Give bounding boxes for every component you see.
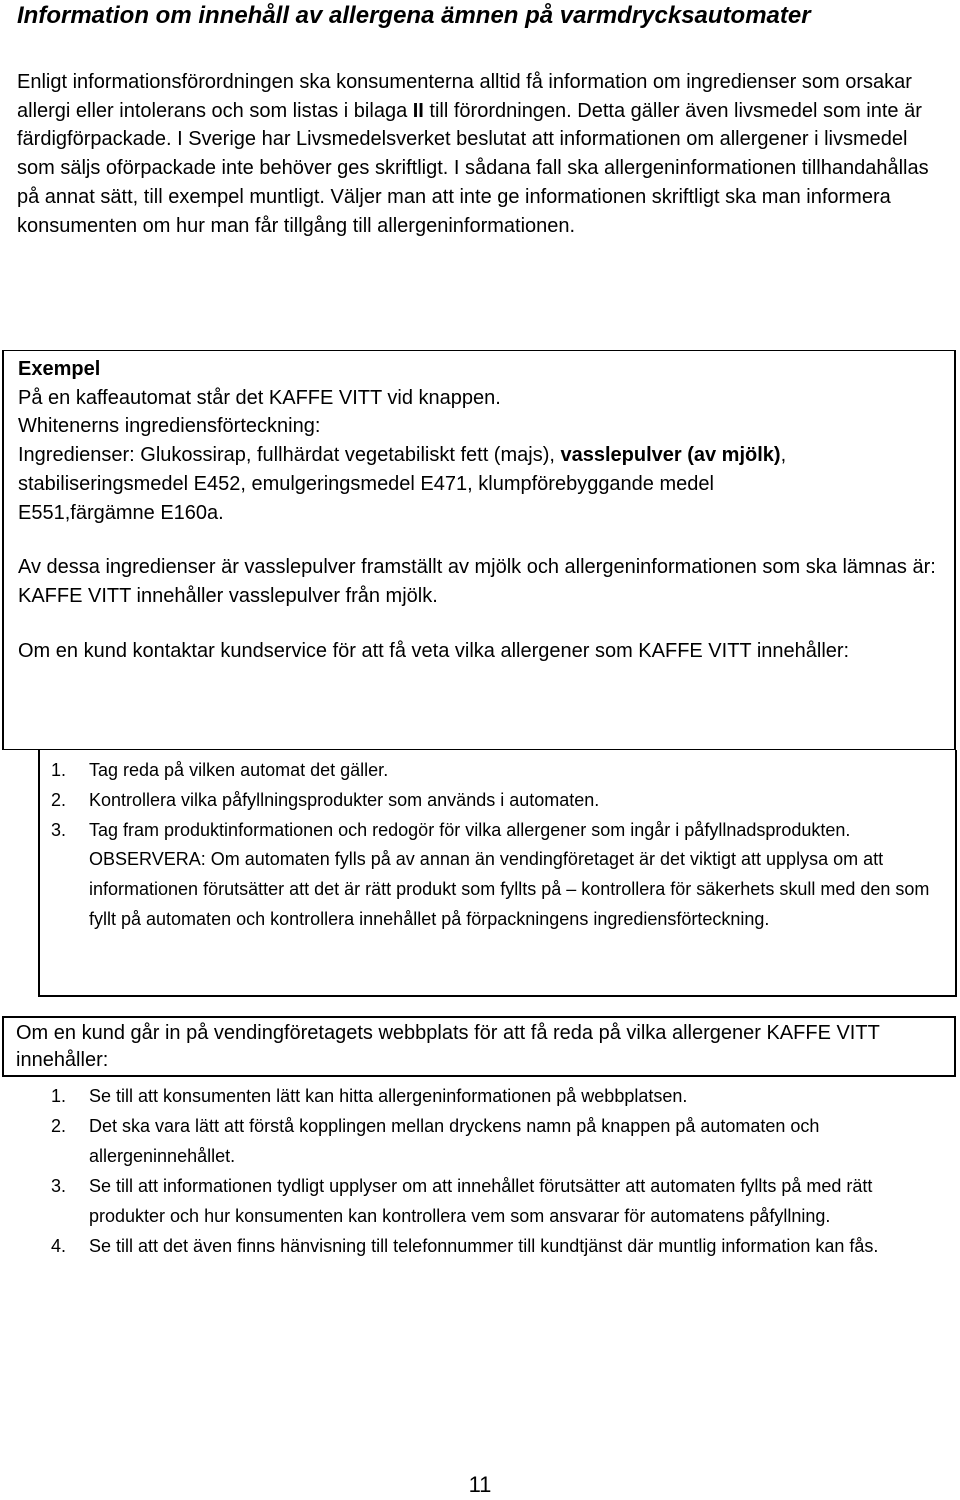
list-item: 4. Se till att det även finns hänvisning till telefonnummer till kundtjänst där muntlig information kan fås. bbox=[51, 1236, 879, 1256]
list-item: 2. Kontrollera vilka påfyllningsprodukter som används i automaten. bbox=[51, 789, 600, 810]
page-heading: Information om innehåll av allergena ämnen på varmdrycksautomater bbox=[17, 2, 811, 29]
web-steps bbox=[51, 1081, 931, 1261]
intro-text-part2: till förordningen. Detta gäller även livsmedel som inte är färdigförpackade. I Sverige har Livsmedelsverket beslutat att informationen om allergener i livsmedel som säljs oförpackade inte behöver ges skriftligt. I sådana fall ska allergeninformationen tillhandahållas på annat sätt, till exempel muntligt. Väljer man att inte ge informationen skriftligt ska man informera konsumenten om hur man får tillgång till allergeninformationen. bbox=[17, 99, 929, 237]
example-paragraph-3: Om en kund kontaktar kundservice för att få veta vilka allergener som KAFFE VITT innehåller: bbox=[18, 639, 850, 662]
intro-paragraph bbox=[17, 68, 937, 240]
ingredients-pre: Ingredienser: Glukossirap, fullhärdat vegetabiliskt fett (majs), bbox=[18, 444, 561, 467]
ingredients-post: , stabiliseringsmedel E452, emulgeringsmedel E471, klumpförebyggande medel bbox=[18, 444, 787, 495]
list-item: 1. Tag reda på vilken automat det gäller. bbox=[51, 760, 389, 780]
example-line-2: Whitenerns ingrediensförteckning: bbox=[18, 415, 321, 438]
ingredients-last: E551,färgämne E160a. bbox=[18, 501, 224, 524]
page-number: 11 bbox=[468, 1472, 492, 1497]
intro-text-part1: Enligt informationsförordningen ska konsumenterna alltid få information om ingredienser som orsakar allergi eller intolerans och som listas i bilaga bbox=[17, 71, 912, 122]
web-box-text: Om en kund går in på vendingföretagets webbplats för att få reda på vilka allergener KAFFE VITT innehåller: bbox=[16, 1022, 880, 1071]
ingredients-allergen: vasslepulver (av mjölk) bbox=[560, 444, 781, 467]
web-box bbox=[2, 1016, 956, 1077]
ingredients-list bbox=[18, 441, 938, 498]
list-item: 2. Det ska vara lätt att förstå kopplingen mellan dryckens namn på knappen på automaten och allergeninnehållet. bbox=[51, 1116, 820, 1166]
list-item: 1. Se till att konsumenten lätt kan hitta allergeninformationen på webbplatsen. bbox=[51, 1086, 688, 1106]
example-line-1: På en kaffeautomat står det KAFFE VITT vid knappen. bbox=[18, 386, 501, 409]
observera-note: OBSERVERA: Om automaten fylls på av annan än vendingföretaget är det viktigt att upplysa om att informationen förutsätter att det är rätt produkt som fyllts på – kontrollera för säkerhets skull med den som fyllt på automaten och kontrollera innehållet på förpackningens ingrediensförteckning. bbox=[89, 849, 930, 929]
example-box bbox=[2, 350, 956, 750]
list-item: 3. Se till att informationen tydligt upplyser om att innehållet förutsätter att automaten fyllts på med rätt produkter och hur konsumenten kan kontrollera vem som ansvarar för automatens påfyllning. bbox=[51, 1176, 873, 1226]
example-title: Exempel bbox=[18, 358, 101, 380]
list-item: 3. Tag fram produktinformationen och redogör för vilka allergener som ingår i påfyllnadsprodukten. bbox=[51, 819, 851, 840]
intro-roman-numeral: II bbox=[412, 99, 424, 122]
customer-service-steps bbox=[51, 756, 931, 935]
example-paragraph-2: Av dessa ingredienser är vasslepulver framställt av mjölk och allergeninformationen som ska lämnas är: KAFFE VITT innehåller vasslepulver från mjölk. bbox=[18, 556, 936, 607]
